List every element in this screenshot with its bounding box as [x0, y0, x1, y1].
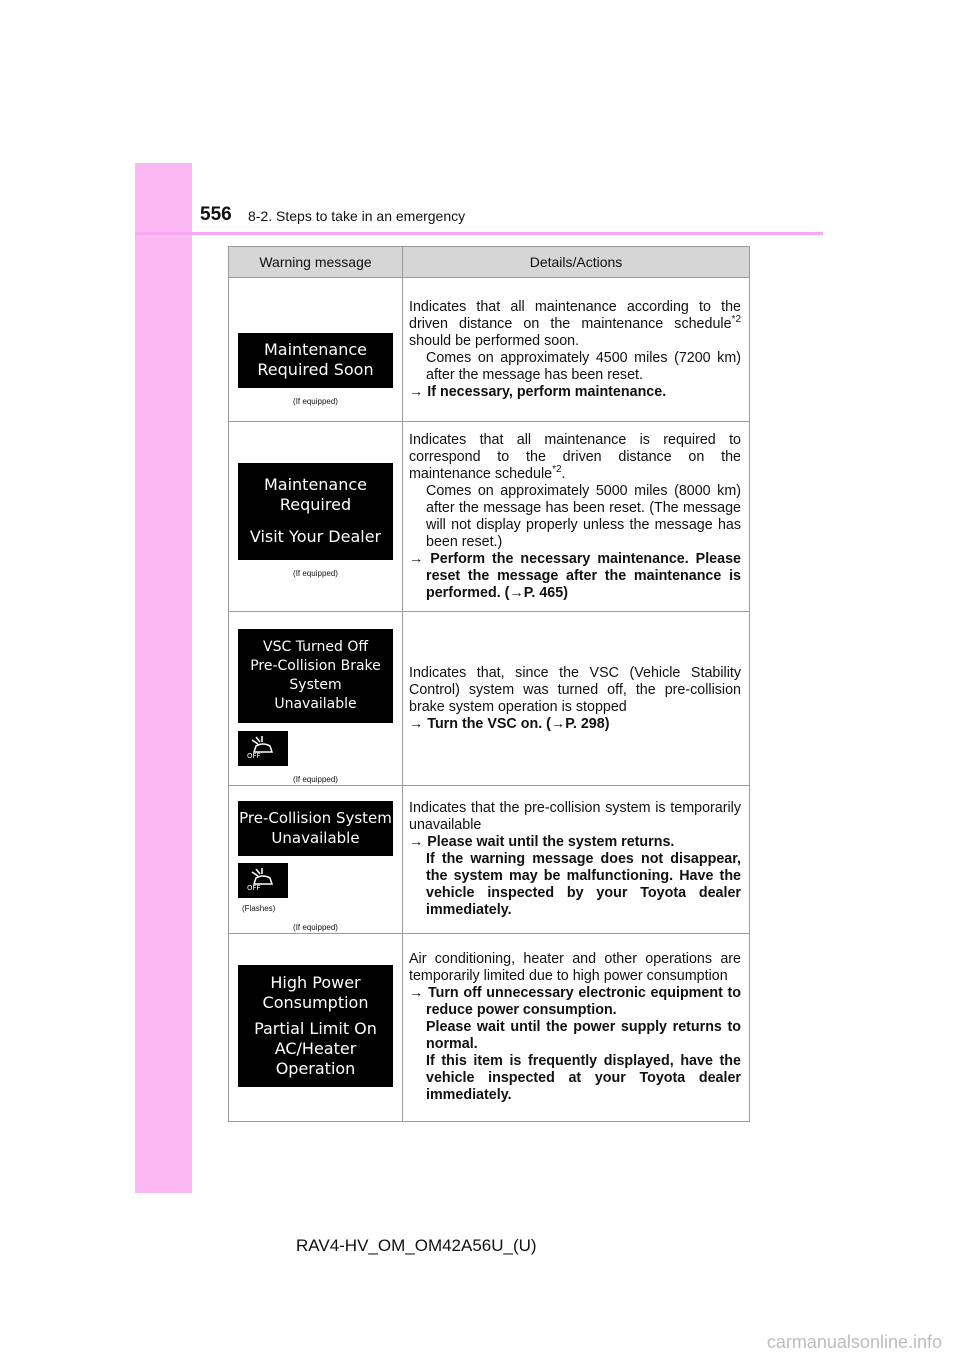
details-cell: Indicates that all maintenance according to the driven distance on the maintenance schedule$^{*2}$ should be performed soon. Comes on approximately 4500 miles (7200 km) after the message has been reset. → If necessary, perform maintenance.: [403, 278, 750, 422]
display-screen: VSC Turned Off Pre-Collision Brake System Unavailable: [238, 629, 393, 723]
section-title: 8-2. Steps to take in an emergency: [248, 208, 466, 224]
display-screen: Maintenance Required Visit Your Dealer: [238, 463, 393, 560]
table-row: [229, 422, 750, 612]
details-cell: Indicates that all maintenance is required to correspond to the driven distance on the maintenance schedule$^{*2}$. Comes on approximately 5000 miles (8000 km) after the message has been reset. (The message will not display properly unless the message has been reset.) → Perform the necessary maintenance. Please reset the message after the maintenance is performed. (→P. 465): [403, 422, 750, 612]
message-image-cell: [229, 934, 403, 1122]
header-rule: [135, 232, 823, 235]
pcs-off-icon: OFF: [238, 731, 288, 766]
watermark: carmanualsonline.info: [766, 1332, 942, 1352]
document-id: RAV4-HV_OM_OM42A56U_(U): [296, 1236, 537, 1255]
pcs-off-icon: OFF: [238, 863, 288, 898]
if-equipped-note: (If equipped): [293, 568, 338, 578]
if-equipped-note: (If equipped): [293, 774, 338, 784]
page-number: 556: [200, 204, 232, 225]
details-cell: Indicates that, since the VSC (Vehicle Stability Control) system was turned off, the pre-collision brake system operation is stopped → Turn the VSC on. (→P. 298): [403, 612, 750, 786]
warning-message-table: [228, 246, 750, 1122]
table-row: [229, 786, 750, 934]
table-row: [229, 612, 750, 786]
details-cell: Air conditioning, heater and other operations are temporarily limited due to high power consumption → Turn off unnecessary electronic equipment to reduce power consumption. Please wait until the power supply returns to normal. If this item is frequently displayed, have the vehicle inspected at your Toyota dealer immediately.: [403, 934, 750, 1122]
action-text: → Turn the VSC on. (→P. 298): [409, 715, 610, 732]
action-text: → Turn off unnecessary electronic equipment to reduce power consumption.: [409, 985, 741, 1018]
message-image-cell: [229, 278, 403, 422]
display-screen: High Power Consumption Partial Limit On AC/Heater Operation: [238, 965, 393, 1087]
if-equipped-note: (If equipped): [293, 922, 338, 932]
action-text: → Perform the necessary maintenance. Please reset the message after the maintenance is performed. (→P. 465): [409, 550, 741, 601]
table-row: [229, 278, 750, 422]
column-header-details: Details/Actions: [403, 247, 750, 278]
side-tab-band: [135, 163, 192, 1193]
if-equipped-note: (If equipped): [293, 396, 338, 406]
message-image-cell: [229, 422, 403, 612]
message-image-cell: [229, 612, 403, 786]
column-header-message: Warning message: [229, 247, 403, 278]
display-screen: Maintenance Required Soon: [238, 333, 393, 388]
message-image-cell: [229, 786, 403, 934]
display-screen: Pre-Collision System Unavailable: [238, 801, 393, 856]
flashes-note: (Flashes): [242, 903, 276, 913]
table-header-row: [229, 247, 750, 278]
action-text: → If necessary, perform maintenance.: [409, 383, 667, 400]
details-cell: Indicates that the pre-collision system is temporarily unavailable → Please wait until the system returns. If the warning message does not disappear, the system may be malfunctioning. Have the vehicle inspected by your Toyota dealer immediately.: [403, 786, 750, 934]
table-row: [229, 934, 750, 1122]
action-text: → Please wait until the system returns.: [409, 834, 675, 850]
